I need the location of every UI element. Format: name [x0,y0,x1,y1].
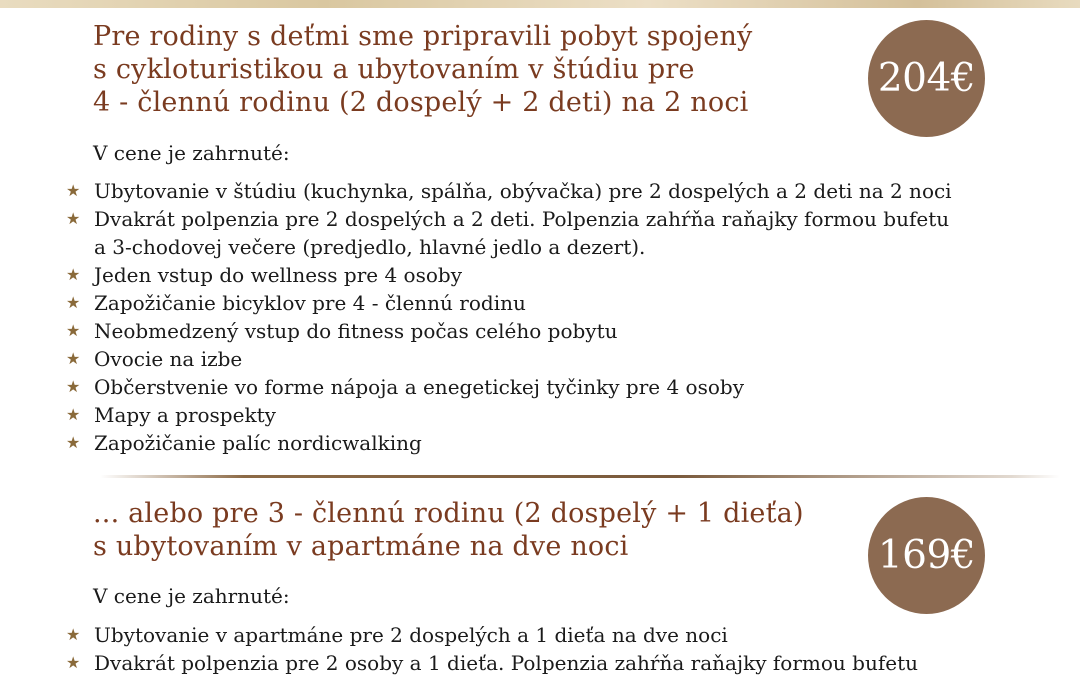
star-icon: ★ [66,349,81,368]
list-item: ★ Neobmedzený vstup do fitness počas celého pobytu [66,319,618,343]
star-icon: ★ [66,433,81,452]
list-item: ★ Zapožičanie bicyklov pre 4 - člennú rodinu [66,291,526,315]
headline-line: s ubytovaním v apartmáne na dve noci [93,531,629,562]
star-icon: ★ [66,181,81,200]
offer-headline [93,497,804,563]
headline-line: ... alebo pre 3 - člennú rodinu (2 dospelý + 1 dieťa) [93,498,804,529]
headline-line: s cykloturistikou a ubytovaním v štúdiu pre [93,54,695,85]
list-item: ★ Ubytovanie v apartmáne pre 2 dospelých a 1 dieťa na dve noci [66,623,728,647]
list-item: ★ Zapožičanie palíc nordicwalking [66,431,422,455]
included-list [0,621,918,677]
star-icon: ★ [66,653,81,672]
price-badge: 204€ [868,20,985,137]
list-item: ★ Dvakrát polpenzia pre 2 osoby a 1 dieťa. Polpenzia zahŕňa raňajky formou bufetu [66,651,918,675]
list-item: ★ Dvakrát polpenzia pre 2 dospelých a 2 deti. Polpenzia zahŕňa raňajky formou bufetu [66,207,950,231]
star-icon: ★ [66,265,81,284]
section-divider [100,475,1060,478]
included-label: V cene je zahrnuté: [93,141,290,165]
list-item: ★ Ovocie na izbe [66,347,243,371]
star-icon: ★ [66,209,81,228]
headline-line: Pre rodiny s deťmi sme pripravili pobyt spojený [93,21,753,52]
list-item: ★ Ubytovanie v štúdiu (kuchynka, spálňa, obývačka) pre 2 dospelých a 2 deti na 2 noci [66,179,952,203]
star-icon: ★ [66,293,81,312]
headline-line: 4 - člennú rodinu (2 dospelý + 2 deti) na 2 noci [93,87,749,118]
star-icon: ★ [66,625,81,644]
decorative-top-border [0,0,1080,8]
star-icon: ★ [66,321,81,340]
price-badge: 169€ [868,497,985,614]
list-item: ★ Jeden vstup do wellness pre 4 osoby [66,263,463,287]
star-icon: ★ [66,377,81,396]
list-item: ★ Občerstvenie vo forme nápoja a enegetickej tyčinky pre 4 osoby [66,375,744,399]
included-label: V cene je zahrnuté: [93,584,290,608]
list-item: ★ Mapy a prospekty [66,403,276,427]
list-item-continuation: a 3-chodovej večere (predjedlo, hlavné jedlo a dezert). [94,235,646,259]
included-list [0,177,952,457]
offer-headline [93,20,752,119]
star-icon: ★ [66,405,81,424]
